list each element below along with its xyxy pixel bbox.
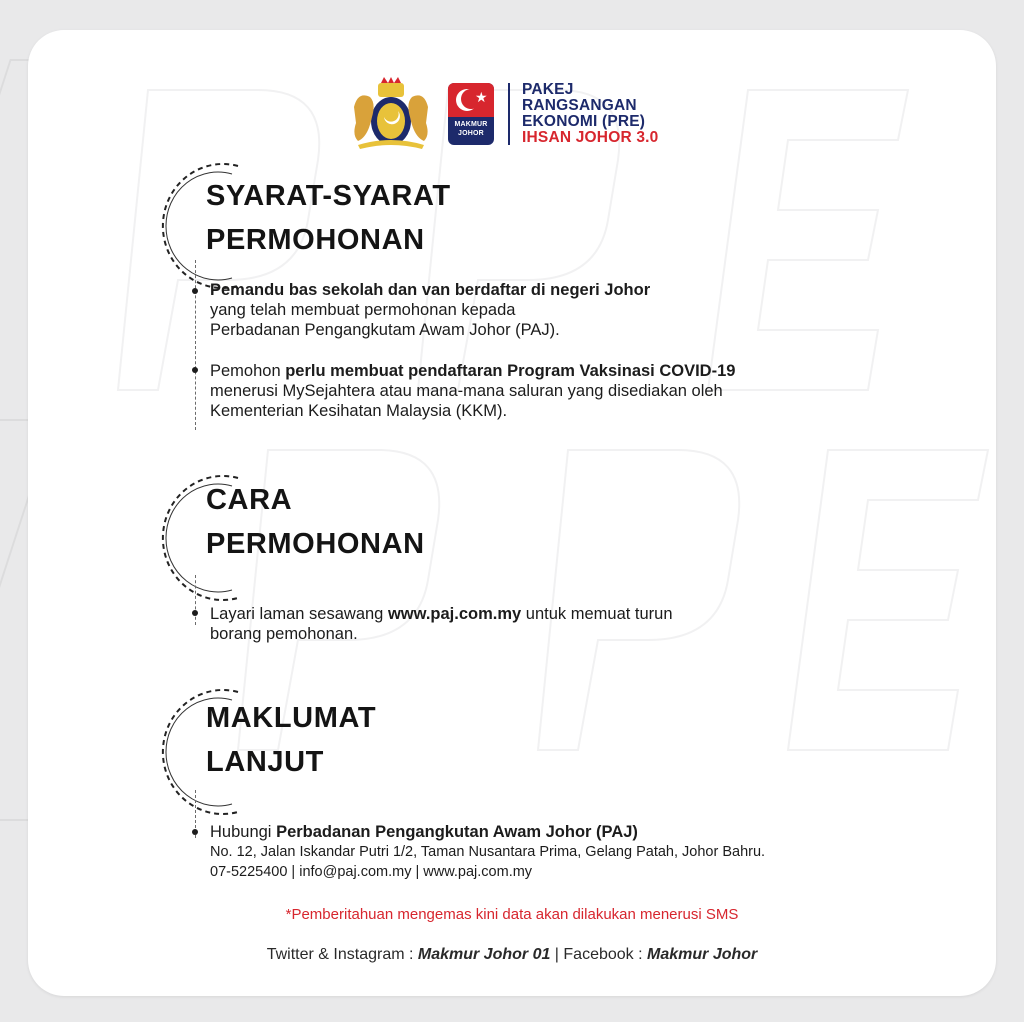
title-line-4: IHSAN JOHOR 3.0 [522,129,659,146]
requirement-item-2 [210,361,735,421]
info-item-1 [210,822,765,882]
requirements-heading-line-2: PERMOHONAN [206,224,425,256]
facebook-handle[interactable]: Makmur Johor [647,946,758,963]
sms-notice: *Pemberitahuan mengemas kini data akan dilakukan menerusi SMS [285,906,739,923]
header-divider [508,83,510,145]
method-item-1-line-2: borang pemohonan. [210,625,358,643]
requirement-item-2-line-2: menerusi MySejahtera atau mana-mana saluran yang disediakan oleh [210,382,723,400]
header [348,76,659,152]
logo-text-makmur: MAKMUR [454,121,488,128]
method-website-link[interactable]: www.paj.com.my [387,605,522,623]
method-item-1-prefix: Layari laman sesawang [210,605,388,623]
requirement-item-1-line-3: Perbadanan Pengangkutam Awam Johor (PAJ). [210,321,560,339]
title-line-3: EKONOMI (PRE) [522,113,646,130]
info-heading-line-1: MAKLUMAT [206,702,377,734]
info-heading-line-2: LANJUT [206,746,324,778]
requirements-heading [206,174,451,262]
requirements-heading-line-1: SYARAT-SYARAT [206,180,451,212]
johor-crest-icon [348,77,434,151]
info-organization: Perbadanan Pengangkutan Awam Johor (PAJ) [276,823,638,841]
info-address: No. 12, Jalan Iskandar Putri 1/2, Taman Nusantara Prima, Gelang Patah, Johor Bahru. [210,844,766,860]
makmur-johor-logo [448,83,494,145]
info-contact: 07-5225400 | info@paj.com.my | www.paj.com.my [210,864,533,880]
requirement-item-1-line-2: yang telah membuat permohonan kepada [210,301,516,319]
pre-title [522,82,659,146]
method-timeline [195,575,196,625]
title-line-2: RANGSANGAN [522,97,637,114]
requirement-item-2-prefix: Pemohon [210,362,286,380]
method-item-1 [210,604,673,644]
bullet-dot [192,367,198,373]
requirement-item-2-line-3: Kementerian Kesihatan Malaysia (KKM). [210,402,508,420]
twitter-handle[interactable]: Makmur Johor 01 [417,946,551,963]
requirement-item-1-bold: Pemandu bas sekolah dan van berdaftar di negeri Johor [210,281,651,299]
info-card [28,30,996,996]
footer-twitter-label: Twitter & Instagram : [266,946,418,963]
logo-text-johor: JOHOR [458,130,484,137]
footer-separator: | Facebook : [550,946,648,963]
bullet-dot [192,288,198,294]
requirement-item-1 [210,280,650,340]
star-icon: ★ [475,89,488,105]
social-footer [28,946,996,964]
requirements-timeline [195,260,196,430]
method-item-1-suffix: untuk memuat turun [521,605,673,623]
info-heading [206,696,376,784]
info-item-1-prefix: Hubungi [210,823,277,841]
title-line-1: PAKEJ [522,81,574,98]
requirement-item-2-bold: perlu membuat pendaftaran Program Vaksinasi COVID-19 [285,362,736,380]
bullet-dot [192,829,198,835]
method-heading-line-2: PERMOHONAN [206,528,425,560]
method-heading-line-1: CARA [206,484,293,516]
method-heading [206,478,425,566]
bullet-dot [192,610,198,616]
